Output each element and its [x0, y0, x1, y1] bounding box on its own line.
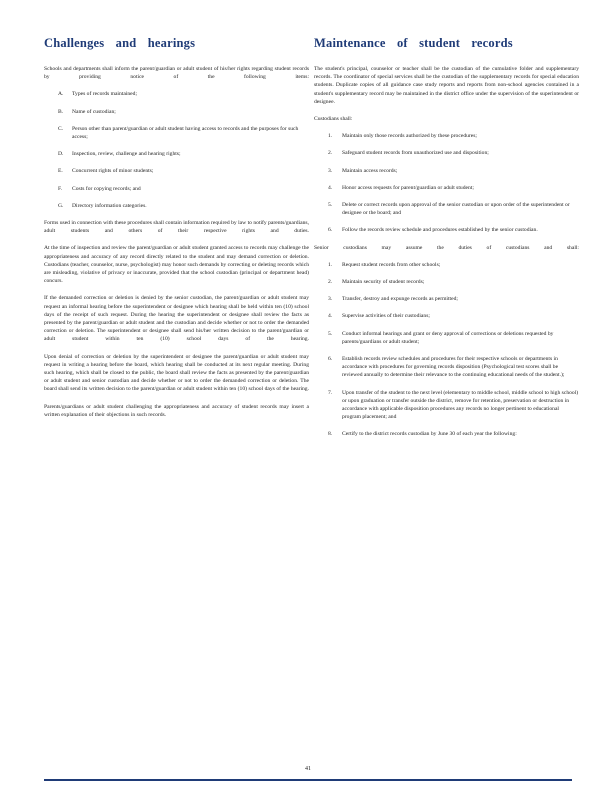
list-item: 1. Request student records from other schools; [328, 261, 441, 268]
list-item: C. Person other than parent/guardian or adult student having access to records and the purposes for such access; [58, 125, 299, 141]
footer-rule [44, 779, 572, 781]
section-title-challenges: Challenges and hearings [44, 36, 196, 50]
senior-custodian-duties-list [314, 261, 579, 439]
list-item: 2. Maintain security of student records; [328, 279, 425, 286]
list-item: D. Inspection, review, challenge and hearing rights; [58, 151, 181, 158]
body-paragraph: At the time of inspection and review the parent/guardian or adult student granted access to records may challenge the appropriateness and accuracy of any record directly related to the student and may demand correction or deletion. Custodians (teacher, counselor, nurse, psychologist) may honor such demands by correcting or deleting records which are misleading, violative of privacy or inaccurate, provided that the school custodian (principal or department head) concurs. [44, 245, 309, 285]
list-item: 3. Transfer, destroy and expunge records as permitted; [328, 296, 458, 303]
body-paragraph: If the demanded correction or deletion is denied by the senior custodian, the parent/guardian or adult student may request an informal hearing before the superintendent or designee which hearing shall be held within ten (10) school days of the receipt of such request. During the hearing the superintendent or designee shall review the facts as presented by the parent/guardian or adult student and the custodian and decide whether or not to order the demanded correction or deletion. The superintendent or designee shall send his/her written decision to the parent/guardian or adult student within ten (10) school days of the hearing. [44, 295, 309, 343]
list-item: 3. Maintain access records; [328, 167, 398, 174]
body-paragraph: Forms used in connection with these procedures shall contain information required by law to notify parents/guardians, adult students and others of their respective rights and duties. [44, 220, 309, 235]
list-item: 6. Establish records review schedules and procedures for their respective schools or departments in accordance with procedures for governing records disposition (Psychological test scores shall be reviewed annually to determine their relevance to the continuing educational needs of the student.); [328, 356, 565, 379]
list-item: 4. Supervise activities of their custodians; [328, 313, 430, 320]
list-item: 2. Safeguard student records from unauthorized use and disposition; [328, 150, 489, 157]
custodian-duties-list [314, 132, 579, 234]
list-item: 6. Follow the records review schedule and procedures established by the senior custodian. [328, 227, 538, 234]
custodians-label: Custodians shall: [314, 116, 353, 123]
left-column [44, 36, 309, 428]
list-item: 7. Upon transfer of the student to the next level (elementary to middle school, middle school to high school) or upon graduation or transfer outside the district, remove for retention, preservation or destruction in accordance with applicable disposition procedures any records no longer pertinent to educational program placement; and [328, 389, 579, 421]
section-title-maintenance: Maintenance of student records [314, 36, 513, 50]
body-paragraph: Parents/guardians or adult student challenging the appropriateness and accuracy of student records may insert a written explanation of their objections in such records. [44, 403, 309, 418]
intro-paragraph: Schools and departments shall inform the parent/guardian or adult student of his/her rights regarding student records by providing notice of the following items: [44, 66, 309, 81]
page-number: 41 [305, 766, 311, 772]
list-item: A. Types of records maintained; [58, 91, 138, 98]
intro-paragraph: The student's principal, counselor or teacher shall be the custodian of the cumulative folder and supplementary records. The coordinator of special services shall be the custodian of the supplementary records for special education students. Duplicate copies of all guidance case study reports and reports from non-school agencies contained in a student's supplementary record may be maintained in the district office under the supervision of the superintendent or designee. [314, 66, 579, 105]
list-item: B. Name of custodian; [58, 108, 116, 115]
list-item: 4. Honor access requests for parent/guardian or adult student; [328, 184, 474, 191]
body-paragraph: Upon denial of correction or deletion by the superintendent or designee the parent/guardian or adult student may request in writing a hearing before the board, which hearing shall be conducted at its next regular meeting. During such hearing, which shall be closed to the public, the board shall review the facts as presented by the parent/guardian or adult student and senior custodian and decide whether or not to order the demanded correction or deletion. The board shall send its written decision to the parent/guardian or adult student within ten (10) school days of the hearing. [44, 353, 309, 393]
list-item: 1. Maintain only those records authorized by these procedures; [328, 133, 477, 140]
senior-custodians-label: Senior custodians may assume the duties of custodians and shall: [314, 244, 579, 251]
list-item: G. Directory information categories. [58, 202, 147, 209]
list-item: F. Costs for copying records; and [58, 185, 141, 192]
right-column [314, 36, 579, 448]
list-item: E. Concurrent rights of minor students; [58, 168, 154, 175]
list-item: 5. Delete or correct records upon approval of the senior custodian or upon order of the superintendent or designee or the board; and [328, 202, 570, 217]
list-item: 8. Certify to the district records custodian by June 30 of each year the following: [328, 431, 517, 438]
notice-items-list [44, 90, 309, 210]
list-item: 5. Conduct informal hearings and grant or deny approval of corrections or deletions requested by parents/guardians or adult student; [328, 330, 554, 345]
